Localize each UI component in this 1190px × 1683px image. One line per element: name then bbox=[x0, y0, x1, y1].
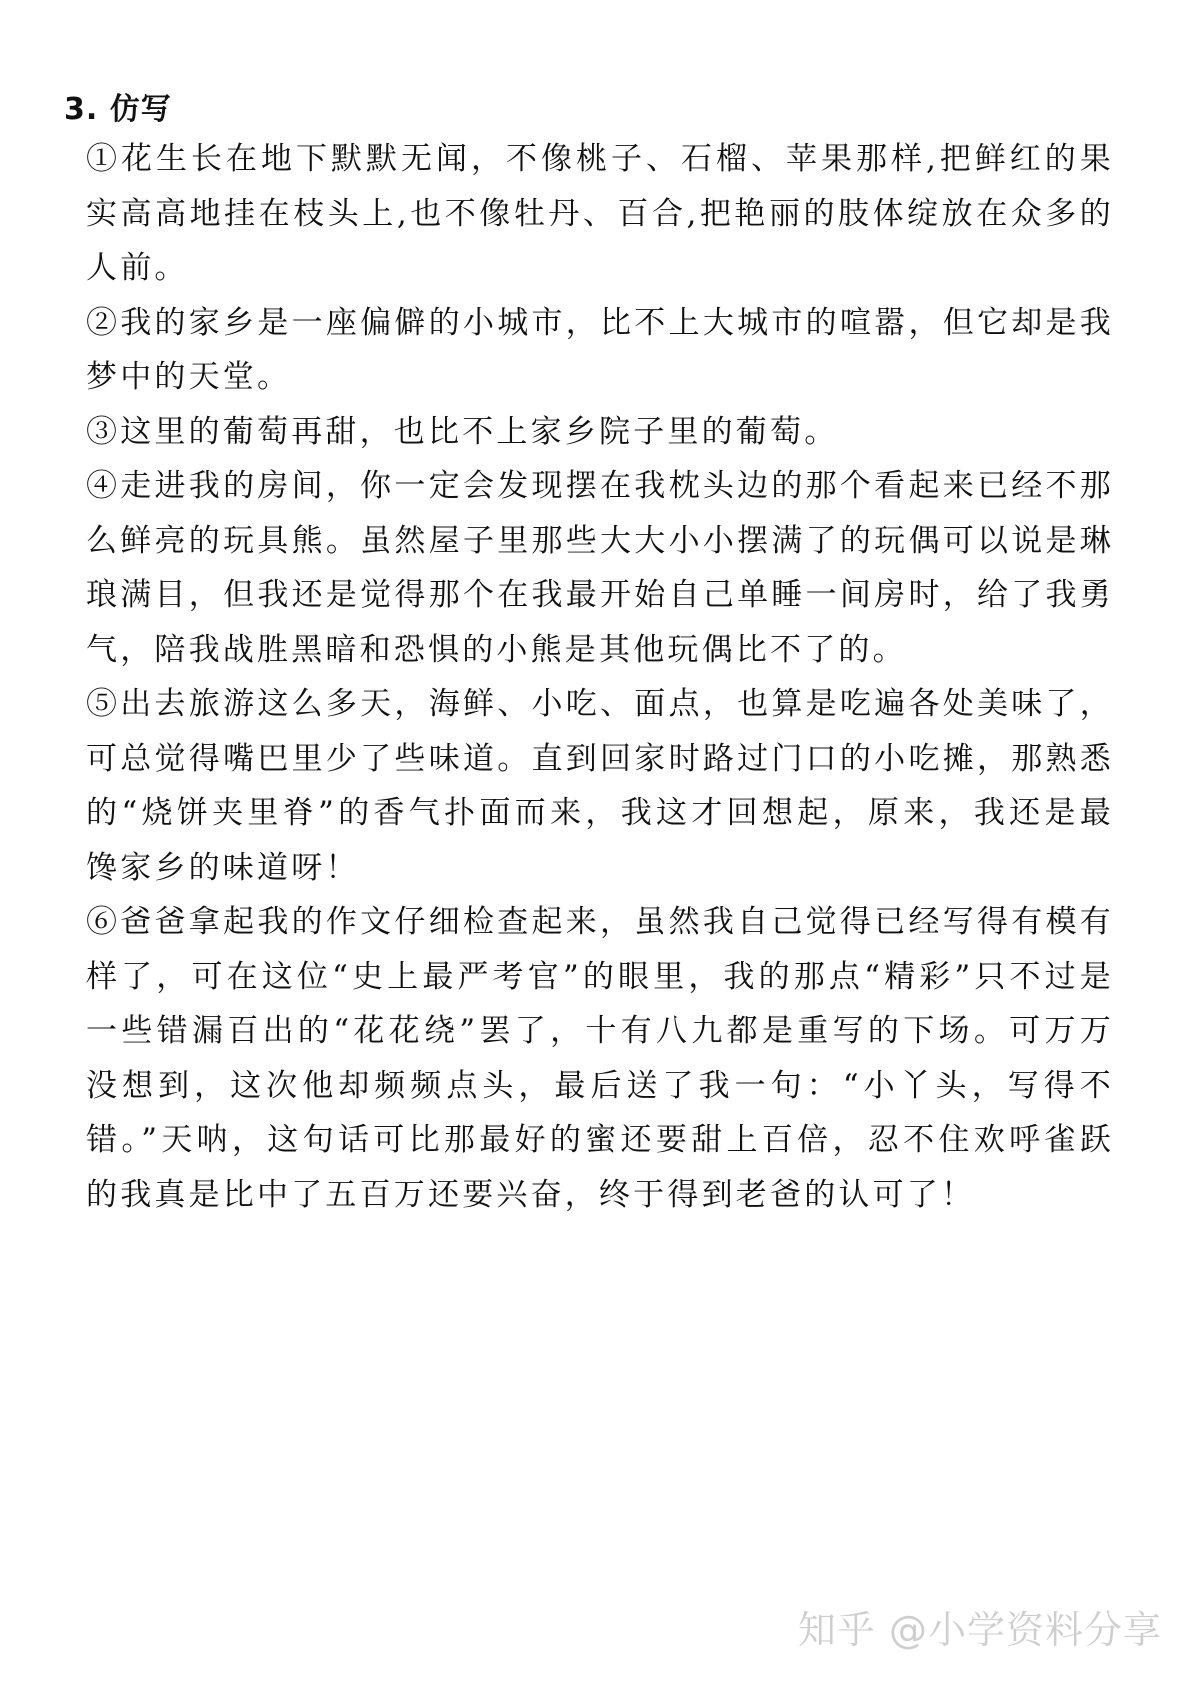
paragraph-item-6: ⑥爸爸拿起我的作文仔细检查起来，虽然我自己觉得已经写得有模有样了，可在这位“史上最严考官”的眼里，我的那点“精彩”只不过是一些错漏百出的“花花绕”罢了，十有八九都是重写的下场。可万万没想到，这次他却频频点头，最后送了我一句：“小丫头，写得不错。”天呐，这句话可比那最好的蜜还要甜上百倍，忍不住欢呼雀跃的我真是比中了五百万还要兴奋，终于得到老爸的认可了！ bbox=[86, 904, 1114, 1213]
paragraph-list bbox=[86, 132, 1114, 1222]
paragraph-item-2: ②我的家乡是一座偏僻的小城市，比不上大城市的喧嚣，但它却是我梦中的天堂。 bbox=[86, 304, 1114, 395]
paragraph-item-5: ⑤出去旅游这么多天，海鲜、小吃、面点，也算是吃遍各处美味了，可总觉得嘴巴里少了些味道。直到回家时路过门口的小吃摊，那熟悉的“烧饼夹里脊”的香气扑面而来，我这才回想起，原来，我还是最馋家乡的味道呀！ bbox=[86, 686, 1114, 886]
paragraph-item-1: ①花生长在地下默默无闻，不像桃子、石榴、苹果那样,把鲜红的果实高高地挂在枝头上,也不像牡丹、百合,把艳丽的肢体绽放在众多的人前。 bbox=[86, 141, 1114, 286]
paragraph-item-4: ④走进我的房间，你一定会发现摆在我枕头边的那个看起来已经不那么鲜亮的玩具熊。虽然屋子里那些大大小小摆满了的玩偶可以说是琳琅满目，但我还是觉得那个在我最开始自己单睡一间房时，给了我勇气，陪我战胜黑暗和恐惧的小熊是其他玩偶比不了的。 bbox=[86, 468, 1114, 668]
section-title: 3. 仿写 bbox=[64, 92, 172, 127]
paragraph-item-3: ③这里的葡萄再甜，也比不上家乡院子里的葡萄。 bbox=[86, 413, 839, 450]
watermark: 知乎 @小学资料分享 bbox=[797, 1608, 1162, 1652]
